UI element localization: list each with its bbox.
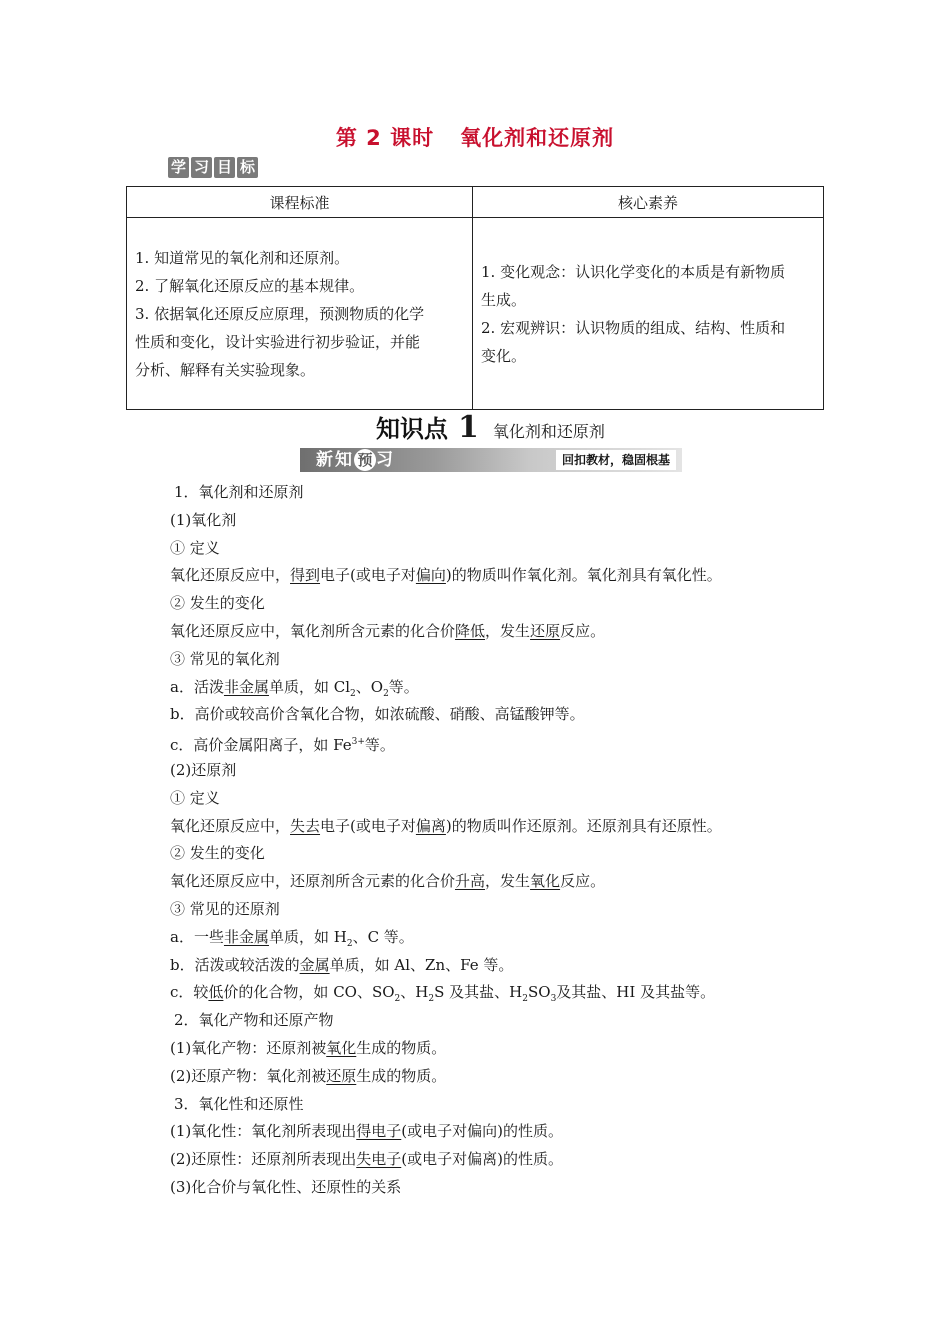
text-run: a．活泼	[170, 677, 224, 696]
text-run: SO	[527, 983, 551, 1002]
text-run: 及其盐、HI 及其盐等。	[556, 983, 716, 1002]
learning-goals-badge	[168, 157, 258, 178]
list-item	[170, 979, 830, 1007]
lesson-topic: 氧化剂和还原剂	[460, 126, 615, 150]
text-run: 电子(或电子对	[320, 566, 416, 585]
text-run: 、H	[400, 983, 429, 1002]
standard-line: 2. 了解氧化还原反应的基本规律。	[135, 276, 365, 295]
text-run: 电子(或电子对	[320, 816, 416, 835]
text-run: c．高价金属阳离子，如 Fe	[170, 736, 352, 755]
text-run: 2	[522, 994, 528, 1005]
blank-answer: 偏向	[415, 566, 446, 585]
preview-banner-label	[316, 448, 395, 472]
blank-answer: 氧化	[530, 872, 561, 891]
text-run: 生成的物质。	[356, 1038, 447, 1057]
blank-answer: 还原	[530, 621, 561, 640]
knowledge-point-label: 知识点	[376, 415, 448, 443]
text-run: (2)还原性：还原剂所表现出	[170, 1150, 357, 1169]
paragraph	[170, 618, 830, 646]
page-title	[0, 122, 950, 152]
text-run: 等。	[388, 677, 419, 696]
preview-banner	[300, 448, 682, 472]
subsection-heading: (3)化合价与氧化性、还原性的关系	[170, 1177, 402, 1196]
literacy-line: 生成。	[481, 290, 527, 309]
text-run: 、C 等。	[352, 927, 414, 946]
list-item: b．高价或较高价含氧化合物，如浓硫酸、硝酸、高锰酸钾等。	[170, 705, 585, 724]
core-literacy-cell	[473, 218, 824, 410]
blank-answer: 得电子	[356, 1122, 402, 1141]
text-run: ，发生	[485, 872, 531, 891]
paragraph	[170, 868, 830, 896]
text-run: 2	[346, 938, 353, 949]
item-heading: ② 发生的变化	[170, 844, 265, 863]
text-run: (或电子对偏向)的性质。	[401, 1122, 563, 1141]
text-run: 生成的物质。	[356, 1066, 447, 1085]
text-run: 2	[350, 688, 356, 699]
text-run: 2	[428, 994, 435, 1005]
text-run: 氧化还原反应中，	[170, 816, 291, 835]
blank-answer: 还原	[326, 1066, 357, 1085]
text-run: 反应。	[560, 621, 606, 640]
learning-goals-table	[126, 186, 824, 410]
header-curriculum-standard: 课程标准	[127, 187, 473, 218]
item-heading: ① 定义	[170, 538, 220, 557]
standard-line: 1. 知道常见的氧化剂和还原剂。	[135, 248, 350, 267]
list-item	[170, 924, 830, 952]
badge-char: 目	[214, 157, 235, 178]
text-run: (2)还原产物：氧化剂被	[170, 1066, 327, 1085]
knowledge-point-number: 1	[458, 410, 479, 445]
item-heading: ③ 常见的还原剂	[170, 899, 280, 918]
text-run: 氧化还原反应中，氧化剂所含元素的化合价	[170, 621, 456, 640]
paragraph	[170, 1035, 830, 1063]
blank-answer: 非金属	[223, 927, 269, 946]
item-heading: ① 定义	[170, 788, 220, 807]
text-run: 反应。	[560, 872, 606, 891]
blank-answer: 失电子	[356, 1150, 402, 1169]
text-run: c．较	[170, 983, 209, 1002]
standard-line: 3. 依据氧化还原反应原理，预测物质的化学	[135, 304, 425, 323]
blank-answer: 金属	[299, 955, 330, 974]
text-run: (1)氧化性：氧化剂所表现出	[170, 1122, 357, 1141]
list-item	[170, 952, 830, 980]
blank-answer: 降低	[455, 621, 486, 640]
section-heading: 2．氧化产物和还原产物	[174, 1011, 334, 1030]
standard-line: 分析、解释有关实验现象。	[135, 360, 316, 379]
text-run: 等。	[364, 736, 395, 755]
banner-char: 习	[376, 450, 395, 470]
knowledge-point-topic: 氧化剂和还原剂	[492, 422, 605, 441]
badge-char: 标	[237, 157, 258, 178]
badge-char: 习	[191, 157, 212, 178]
text-run: ，发生	[485, 621, 531, 640]
section-heading: 1．氧化剂和还原剂	[174, 483, 304, 501]
blank-answer: 失去	[290, 816, 321, 835]
text-run: a．一些	[170, 927, 224, 946]
text-run: b．活泼或较活泼的	[170, 955, 300, 974]
blank-answer: 升高	[455, 872, 486, 891]
blank-answer: 非金属	[223, 677, 269, 696]
blank-answer: 氧化	[326, 1038, 357, 1057]
text-run: 2	[394, 994, 401, 1005]
text-run: 氧化还原反应中，	[170, 566, 291, 585]
banner-circle-char: 预	[354, 449, 376, 471]
literacy-line: 变化。	[481, 346, 527, 365]
text-run: (或电子对偏离)的性质。	[401, 1150, 563, 1169]
paragraph	[170, 813, 830, 841]
banner-char: 新	[316, 450, 335, 470]
blank-answer: 低	[208, 983, 224, 1002]
badge-char: 学	[168, 157, 189, 178]
paragraph	[170, 1063, 830, 1091]
list-item	[170, 729, 830, 757]
text-run: 氧化还原反应中，还原剂所含元素的化合价	[170, 872, 456, 891]
literacy-line: 1. 变化观念：认识化学变化的本质是有新物质	[481, 262, 786, 281]
blank-answer: 偏离	[415, 816, 446, 835]
blank-answer: 得到	[290, 566, 321, 585]
paragraph	[170, 562, 830, 590]
subsection-heading: (1)氧化剂	[170, 510, 237, 529]
text-run: 价的化合物，如 CO、SO	[223, 983, 395, 1002]
banner-char: 知	[335, 450, 354, 470]
text-run: 单质，如 H	[268, 927, 347, 946]
text-run: 单质，如 Al、Zn、Fe 等。	[329, 955, 514, 974]
literacy-line: 2. 宏观辨识：认识物质的组成、结构、性质和	[481, 318, 786, 337]
subsection-heading: (2)还原剂	[170, 760, 237, 779]
lesson-content	[170, 479, 830, 1202]
paragraph	[170, 1146, 830, 1174]
text-run: 单质，如 Cl	[268, 677, 351, 696]
knowledge-point-heading	[376, 409, 605, 445]
text-run: 3+	[351, 737, 365, 748]
item-heading: ③ 常见的氧化剂	[170, 649, 280, 668]
text-run: S 及其盐、H	[434, 983, 523, 1002]
banner-slogan: 回扣教材，稳固根基	[556, 450, 676, 470]
text-run: 2	[383, 688, 389, 699]
lesson-number: 第 2 课时	[335, 126, 435, 150]
header-core-literacy: 核心素养	[473, 187, 824, 218]
list-item	[170, 674, 830, 702]
text-run: 、O	[355, 677, 384, 696]
paragraph	[170, 1118, 830, 1146]
text-run: (1)氧化产物：还原剂被	[170, 1038, 327, 1057]
section-heading: 3．氧化性和还原性	[174, 1094, 304, 1113]
curriculum-standard-cell	[127, 218, 473, 410]
text-run: )的物质叫作氧化剂。氧化剂具有氧化性。	[445, 566, 722, 585]
item-heading: ② 发生的变化	[170, 594, 265, 613]
text-run: 3	[550, 994, 557, 1005]
standard-line: 性质和变化，设计实验进行初步验证，并能	[135, 332, 421, 351]
text-run: )的物质叫作还原剂。还原剂具有还原性。	[445, 816, 722, 835]
